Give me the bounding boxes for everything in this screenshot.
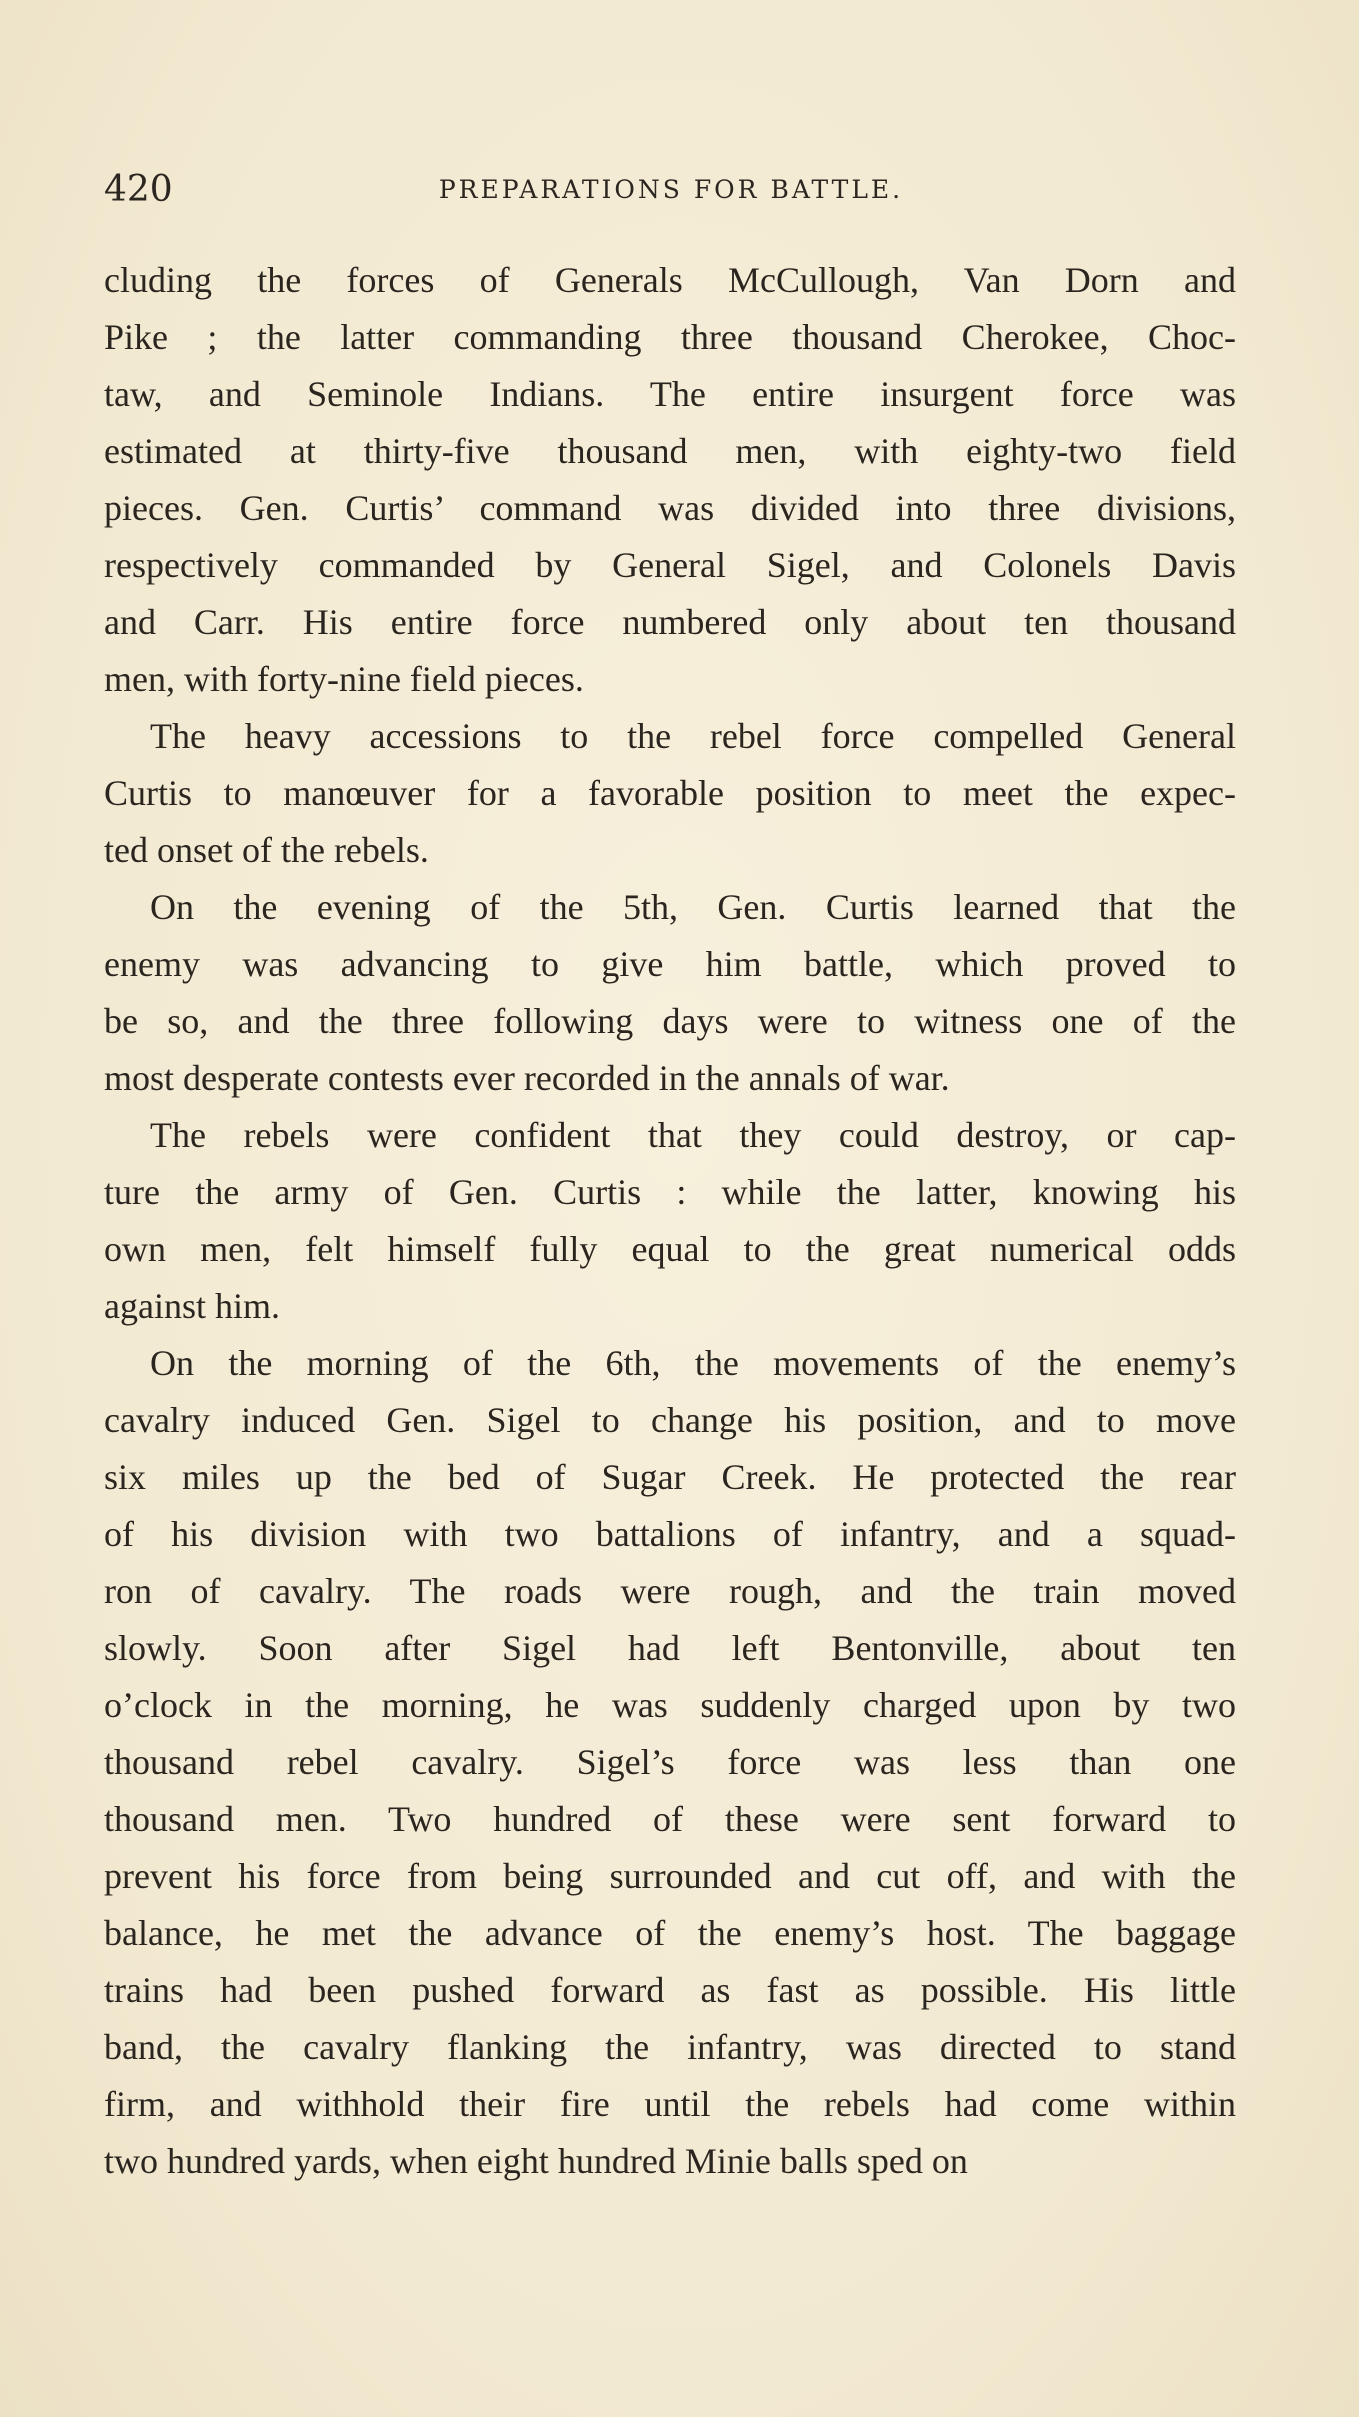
text-line: thousand rebel cavalry. Sigel’s force was less than one (104, 1742, 1236, 1782)
text-line: six miles up the bed of Sugar Creek. He protected the rear (104, 1457, 1236, 1497)
chapter-heading: PREPARATIONS FOR BATTLE. (438, 175, 904, 204)
text-line: On the morning of the 6th, the movements of the enemy’s (150, 1343, 1236, 1383)
running-head (104, 168, 1238, 212)
text-line: against him. (104, 1286, 280, 1326)
text-line: The rebels were confident that they could destroy, or cap- (150, 1115, 1236, 1155)
text-line: be so, and the three following days were to witness one of the (104, 1001, 1236, 1041)
text-line: men, with forty-nine field pieces. (104, 659, 584, 699)
text-line: ture the army of Gen. Curtis : while the latter, knowing his (104, 1172, 1236, 1212)
text-line: enemy was advancing to give him battle, which proved to (104, 944, 1236, 984)
text-line: Curtis to manœuver for a favorable position to meet the expec- (104, 773, 1236, 813)
text-line: two hundred yards, when eight hundred Minie balls sped on (104, 2141, 968, 2181)
text-line: and Carr. His entire force numbered only about ten thousand (104, 602, 1236, 642)
text-line: thousand men. Two hundred of these were sent forward to (104, 1799, 1236, 1839)
text-line: own men, felt himself fully equal to the great numerical odds (104, 1229, 1236, 1269)
text-line: estimated at thirty-five thousand men, with eighty-two field (104, 431, 1236, 471)
page-number: 420 (104, 169, 173, 210)
text-line: of his division with two battalions of infantry, and a squad- (104, 1514, 1236, 1554)
text-line: taw, and Seminole Indians. The entire insurgent force was (104, 374, 1236, 414)
text-line: firm, and withhold their fire until the rebels had come within (104, 2084, 1236, 2124)
text-line: The heavy accessions to the rebel force compelled General (150, 716, 1236, 756)
body-text (104, 252, 1236, 2190)
text-line: ron of cavalry. The roads were rough, and the train moved (104, 1571, 1236, 1611)
text-line: prevent his force from being surrounded and cut off, and with the (104, 1856, 1236, 1896)
text-line: ted onset of the rebels. (104, 830, 429, 870)
text-line: respectively commanded by General Sigel, and Colonels Davis (104, 545, 1236, 585)
text-line: balance, he met the advance of the enemy’s host. The baggage (104, 1913, 1236, 1953)
text-line: o’clock in the morning, he was suddenly charged upon by two (104, 1685, 1236, 1725)
text-line: On the evening of the 5th, Gen. Curtis learned that the (150, 887, 1236, 927)
text-line: trains had been pushed forward as fast as possible. His little (104, 1970, 1236, 2010)
text-line: cluding the forces of Generals McCullough, Van Dorn and (104, 260, 1236, 300)
text-line: slowly. Soon after Sigel had left Bentonville, about ten (104, 1628, 1236, 1668)
text-line: pieces. Gen. Curtis’ command was divided into three divisions, (104, 488, 1236, 528)
text-line: band, the cavalry flanking the infantry, was directed to stand (104, 2027, 1236, 2067)
text-line: cavalry induced Gen. Sigel to change his position, and to move (104, 1400, 1236, 1440)
text-line: most desperate contests ever recorded in the annals of war. (104, 1058, 950, 1098)
text-line: Pike ; the latter commanding three thousand Cherokee, Choc- (104, 317, 1236, 357)
